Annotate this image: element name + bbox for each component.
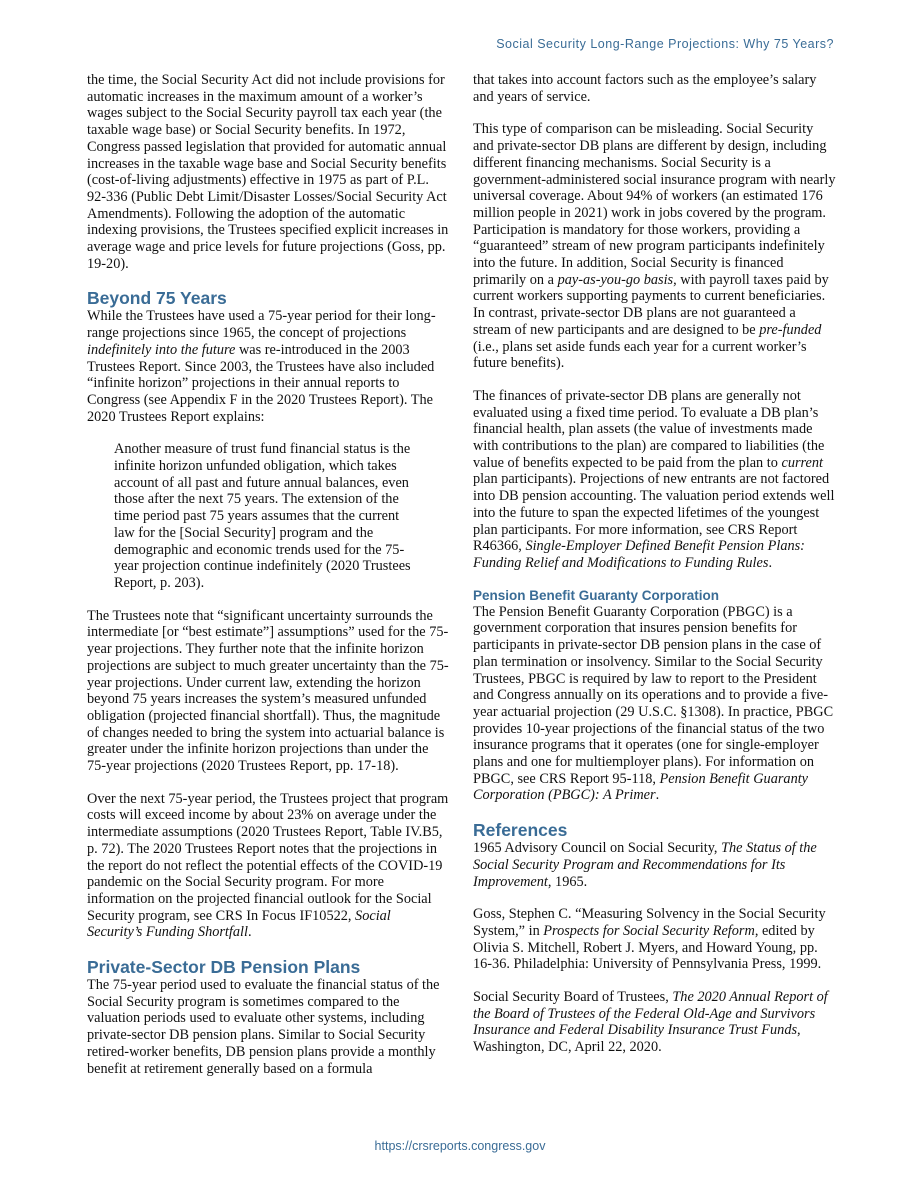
crs-report-title: Single-Employer Defined Benefit Pension Plans: Funding Relief and Modifications to Funding Rules xyxy=(473,538,805,571)
paragraph-finances: The finances of private-sector DB plans are generally not evaluated using a fixed time period. To evaluate a DB plan’s financial health, plan assets (the value of investments made with contributions to the plan) are compared to liabilities (the value of benefits expected to be paid from the plan to current plan participants). Projections of new entrants are not factored into DB pension accounting. The valuation period extends well into the future to span the expected lifetimes of the youngest plan participants. For more information, see CRS Report R46366, Single-Employer Defined Benefit Pension Plans: Funding Relief and Modifications to Funding Rules. xyxy=(473,387,835,571)
paragraph-continued: that takes into account factors such as the employee’s salary and years of service. xyxy=(473,72,817,105)
paragraph-pbgc: The Pension Benefit Guaranty Corporation (PBGC) is a government corporation that insures pension benefits for participants in private-sector DB pension plans in the case of plan termination or insolvency. Similar to the Social Security Trustees, PBGC is required by law to report to the President and Congress annually on its operations and to provide a five-year actuarial projection (29 U.S.C. §1308). In practice, PBGC provides 10-year projections of the financial status of the two insurance programs that it operates (one for single-employer plans and one for multiemployer plans). For information on PBGC, see CRS Report 95-118, Pension Benefit Guaranty Corporation (PBGC): A Primer. xyxy=(473,603,834,804)
heading-pbgc: Pension Benefit Guaranty Corporation xyxy=(473,587,720,603)
reference-item: Social Security Board of Trustees, The 2020 Annual Report of the Board of Trustees of the Federal Old-Age and Survivors Insurance and Federal Disability Insurance Trust Funds, Washington, DC, April 22, 2020. xyxy=(473,989,828,1056)
pbgc-primer-title: Pension Benefit Guaranty Corporation (PBGC): A Primer xyxy=(473,770,809,804)
crs-in-focus-title: Social Security’s Funding Shortfall xyxy=(87,907,391,941)
left-column xyxy=(87,72,449,1093)
paragraph-uncertainty: The Trustees note that “significant uncertainty surrounds the intermediate [or “best estimate”] assumptions” used for the 75-year projections. They further note that the infinite horizon projections are subject to much greater uncertainty than the 75-year projections. Under current law, extending the horizon beyond 75 years increases the system’s measured unfunded obligation (projected financial shortfall). Thus, the magnitude of changes needed to bring the system into actuarial balance is greater under the infinite horizon projections than under the 75-year projections (2020 Trustees Report, pp. 17-18). xyxy=(87,607,449,775)
paragraph-intro: the time, the Social Security Act did not include provisions for automatic increases in the maximum amount of a worker’s wages subject to the Social Security payroll tax each year (the taxable wage base) or Social Security benefits. In 1972, Congress passed legislation that provided for automatic annual increases in the taxable wage base and Social Security benefits (cost-of-living adjustments) effective in 1975 as part of P.L. 92-336 (Public Debt Limit/Disaster Losses/Social Security Act Amendments). Following the adoption of the automatic indexing provisions, the Trustees specified explicit increases in average wage and price levels for future projections (Goss, pp. 19-20). xyxy=(87,72,449,272)
paragraph-private-sector: The 75-year period used to evaluate the financial status of the Social Security program is sometimes compared to the valuation periods used to evaluate other systems, including private-sector DB pension plans. Similar to Social Security retired-worker benefits, DB pension plans provide a monthly benefit at retirement generally based on a formula xyxy=(87,977,440,1077)
paragraph-costs: Over the next 75-year period, the Trustees project that program costs will exceed income by about 23% on average under the intermediate assumptions (2020 Trustees Report, Table IV.B5, p. 72). The 2020 Trustees Report notes that the projections in the report do not reflect the potential effects of the COVID-19 pandemic on the Social Security program. For more information on the projected financial outlook for the Social Security program, see CRS In Focus IF10522, Social Security’s Funding Shortfall. xyxy=(87,790,449,941)
reference-item: Goss, Stephen C. “Measuring Solvency in the Social Security System,” in Prospects for Social Security Reform, edited by Olivia S. Mitchell, Robert J. Myers, and Howard Young, pp. 16-36. Philadelphia: University of Pennsylvania Press, 1999. xyxy=(473,906,826,973)
footer-url-link[interactable]: https://crsreports.congress.gov xyxy=(374,1139,546,1153)
heading-private-sector-db: Private-Sector DB Pension Plans xyxy=(87,957,361,978)
paragraph-beyond: While the Trustees have used a 75-year period for their long-range projections since 1965, the concept of projections indefinitely into the future was re-introduced in the 2003 Trustees Report. Since 2003, the Trustees have also included “infinite horizon” projections in their annual reports to Congress (see Appendix F in the 2020 Trustees Report). The 2020 Trustees Report explains: xyxy=(87,308,436,425)
heading-beyond-75-years: Beyond 75 Years xyxy=(87,288,227,309)
heading-references: References xyxy=(473,820,568,841)
right-column xyxy=(473,72,837,1072)
block-quote: Another measure of trust fund financial status is the infinite horizon unfunded obligation, which takes account of all past and future annual balances, even those after the next 75 years. The extension of the time period past 75 years assumes that the current law for the [Social Security] program and the demographic and economic trends used for the 75-year projection continue indefinitely (2020 Trustees Report, p. 203). xyxy=(114,441,411,591)
running-header: Social Security Long-Range Projections: Why 75 Years? xyxy=(496,37,834,51)
reference-item: 1965 Advisory Council on Social Security, The Status of the Social Security Program and Recommendations for Its Improvement, 1965. xyxy=(473,840,817,890)
paragraph-misleading: This type of comparison can be misleading. Social Security and private-sector DB plans are different by design, including different financing mechanisms. Social Security is a government-administered social insurance program with nearly universal coverage. About 94% of workers (an estimated 176 million people in 2021) work in jobs covered by the program. Participation is mandatory for those workers, providing a “guaranteed” stream of new program participants indefinitely into the future. In addition, Social Security is financed primarily on a pay-as-you-go basis, with payroll taxes paid by current workers supporting payments to current beneficiaries. In contrast, private-sector DB plans are not guaranteed a stream of new participants and are designed to be pre-funded (i.e., plans set aside funds each year for a current worker’s future benefits). xyxy=(473,121,836,372)
